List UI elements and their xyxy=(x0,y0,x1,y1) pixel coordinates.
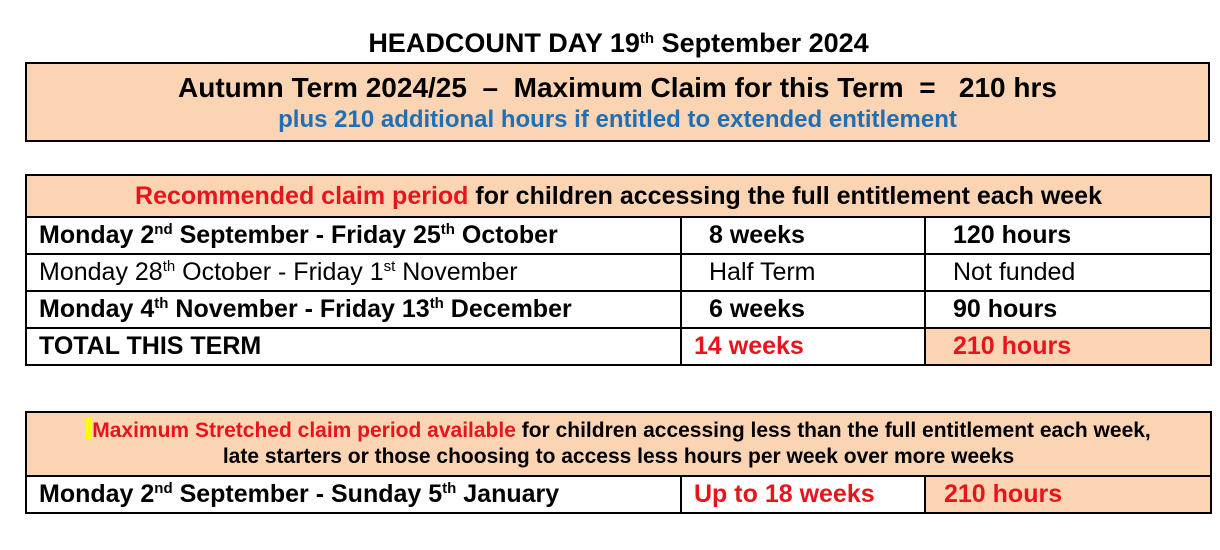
weeks-cell: 8 weeks xyxy=(681,217,925,254)
stretched-header: Maximum Stretched claim period available for children accessing less than the full entitlement each week, late starters or those choosing to access less hours per week over more weeks xyxy=(26,412,1211,476)
recommended-header: Recommended claim period for children accessing the full entitlement each week xyxy=(26,175,1211,217)
table-row xyxy=(26,291,1211,328)
table-row xyxy=(26,476,1211,513)
stretched-claim-table xyxy=(25,411,1212,514)
period-cell: Monday 4th November - Friday 13th December xyxy=(26,291,681,328)
hours-cell: Not funded xyxy=(925,254,1211,291)
total-hours: 210 hours xyxy=(925,328,1211,365)
total-weeks: 14 weeks xyxy=(681,328,925,365)
period-cell: Monday 2nd September - Friday 25th October xyxy=(26,217,681,254)
term-summary-box xyxy=(25,62,1210,142)
page-title: HEADCOUNT DAY 19th September 2024 xyxy=(368,28,869,58)
total-label: TOTAL THIS TERM xyxy=(26,328,681,365)
hours-cell: 210 hours xyxy=(925,476,1211,513)
weeks-cell: 6 weeks xyxy=(681,291,925,328)
table-row xyxy=(26,217,1211,254)
term-extended-note: plus 210 additional hours if entitled to extended entitlement xyxy=(278,106,957,133)
hours-cell: 120 hours xyxy=(925,217,1211,254)
hours-cell: 90 hours xyxy=(925,291,1211,328)
period-cell: Monday 2nd September - Sunday 5th January xyxy=(26,476,681,513)
weeks-cell: Up to 18 weeks xyxy=(681,476,925,513)
recommended-claim-table xyxy=(25,174,1212,366)
period-cell: Monday 28th October - Friday 1st November xyxy=(26,254,681,291)
table-row xyxy=(26,254,1211,291)
weeks-cell: Half Term xyxy=(681,254,925,291)
term-max-claim: Autumn Term 2024/25 – Maximum Claim for this Term = 210 hrs xyxy=(178,72,1057,103)
total-row xyxy=(26,328,1211,365)
